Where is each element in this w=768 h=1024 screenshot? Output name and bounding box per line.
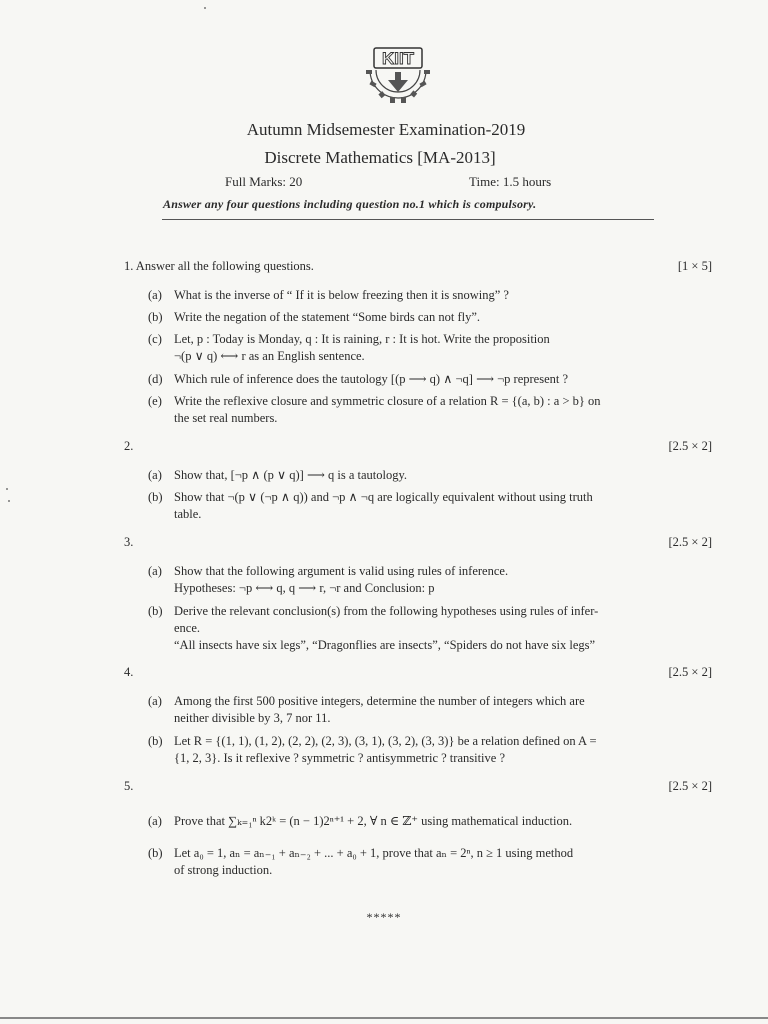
part-text: Let R = {(1, 1), (1, 2), (2, 2), (2, 3), (3, 1), (3, 2), (3, 3)} be a relation defined on A = [174, 734, 597, 748]
logo-text: KIIT [381, 49, 415, 68]
part-text-continued: {1, 2, 3}. Is it reflexive ? symmetric ? antisymmetric ? transitive ? [174, 751, 505, 765]
part-text: What is the inverse of “ If it is below freezing then it is snowing” ? [174, 288, 509, 302]
part-text: Prove that ∑ₖ₌₁ⁿ k2ᵏ = (n − 1)2ⁿ⁺¹ + 2, ∀ n ∈ ℤ⁺ using mathematical induction. [174, 814, 573, 828]
part-label: (a) [148, 814, 162, 828]
part-text-continued: Hypotheses: ¬p ⟷ q, q ⟶ r, ¬r and Conclusion: p [174, 581, 435, 595]
part-label: (d) [148, 372, 163, 386]
part-text: Write the negation of the statement “Some birds can not fly”. [174, 310, 480, 324]
part-text: Which rule of inference does the tautology [(p ⟶ q) ∧ ¬q] ⟶ ¬p represent ? [174, 372, 569, 386]
part-text-continued: neither divisible by 3, 7 nor 11. [174, 711, 331, 725]
question-2-marks: [2.5 × 2] [668, 439, 712, 453]
part-label: (a) [148, 468, 162, 482]
question-1-heading: 1. Answer all the following questions. [124, 259, 314, 273]
question-2b [148, 489, 700, 523]
end-marker: ***** [366, 910, 402, 924]
part-text-continued: ¬(p ∨ q) ⟷ r as an English sentence. [174, 349, 365, 363]
part-text: Show that, [¬p ∧ (p ∨ q)] ⟶ q is a tautology. [174, 468, 408, 482]
course-title: Discrete Mathematics [MA-2013] [264, 148, 496, 167]
question-4-heading: 4. [124, 665, 134, 679]
exam-title: Autumn Midsemester Examination-2019 [246, 120, 526, 139]
header-divider [162, 219, 654, 220]
part-label: (b) [148, 734, 163, 748]
question-5a [148, 813, 700, 830]
part-text: Write the reflexive closure and symmetric closure of a relation R = {(a, b) : a > b} on [174, 394, 601, 408]
question-2a [148, 467, 700, 484]
question-1b [148, 309, 700, 326]
part-text: Derive the relevant conclusion(s) from the following hypotheses using rules of infer- [174, 604, 599, 618]
instruction: Answer any four questions including question no.1 which is compulsory. [163, 197, 537, 211]
question-1d [148, 371, 700, 388]
kiit-logo [358, 40, 438, 104]
part-text: Let, p : Today is Monday, q : It is raining, r : It is hot. Write the proposition [174, 332, 550, 346]
scan-speck [8, 500, 10, 502]
question-3b [148, 603, 700, 654]
part-label: (a) [148, 694, 162, 708]
part-text-continued: of strong induction. [174, 863, 273, 877]
part-text: Show that ¬(p ∨ (¬p ∧ q)) and ¬p ∧ ¬q are logically equivalent without using truth [174, 490, 593, 504]
question-1-marks: [1 × 5] [677, 259, 712, 273]
part-label: (b) [148, 604, 163, 618]
part-label: (a) [148, 564, 162, 578]
question-4b [148, 733, 700, 767]
full-marks: Full Marks: 20 [225, 174, 303, 189]
question-2-heading: 2. [124, 439, 134, 453]
question-5b [148, 845, 700, 879]
part-text-continued: “All insects have six legs”, “Dragonflies are insects”, “Spiders do not have six legs” [174, 638, 596, 652]
time-allowed: Time: 1.5 hours [469, 174, 552, 189]
question-3-heading: 3. [124, 535, 134, 549]
page-edge [0, 1017, 768, 1019]
part-text: Let a₀ = 1, aₙ = aₙ₋₁ + aₙ₋₂ + ... + a₀ + 1, prove that aₙ = 2ⁿ, n ≥ 1 using method [174, 846, 574, 860]
part-label: (b) [148, 490, 163, 504]
question-4-marks: [2.5 × 2] [668, 665, 712, 679]
part-text: Show that the following argument is valid using rules of inference. [174, 564, 509, 578]
part-label: (a) [148, 288, 162, 302]
question-3-marks: [2.5 × 2] [668, 535, 712, 549]
question-5-heading: 5. [124, 779, 134, 793]
question-3a [148, 563, 700, 597]
scan-speck [6, 488, 8, 490]
part-text-continued: the set real numbers. [174, 411, 278, 425]
part-label: (e) [148, 394, 162, 408]
part-label: (b) [148, 310, 163, 324]
scan-speck [204, 7, 206, 9]
question-5-marks: [2.5 × 2] [668, 779, 712, 793]
part-label: (c) [148, 332, 162, 346]
part-text: Among the first 500 positive integers, determine the number of integers which are [174, 694, 585, 708]
part-text-continued: table. [174, 507, 202, 521]
question-1c [148, 331, 700, 365]
question-1e [148, 393, 700, 427]
part-text-continued: ence. [174, 621, 201, 635]
question-4a [148, 693, 700, 727]
part-label: (b) [148, 846, 163, 860]
question-1a [148, 287, 700, 304]
